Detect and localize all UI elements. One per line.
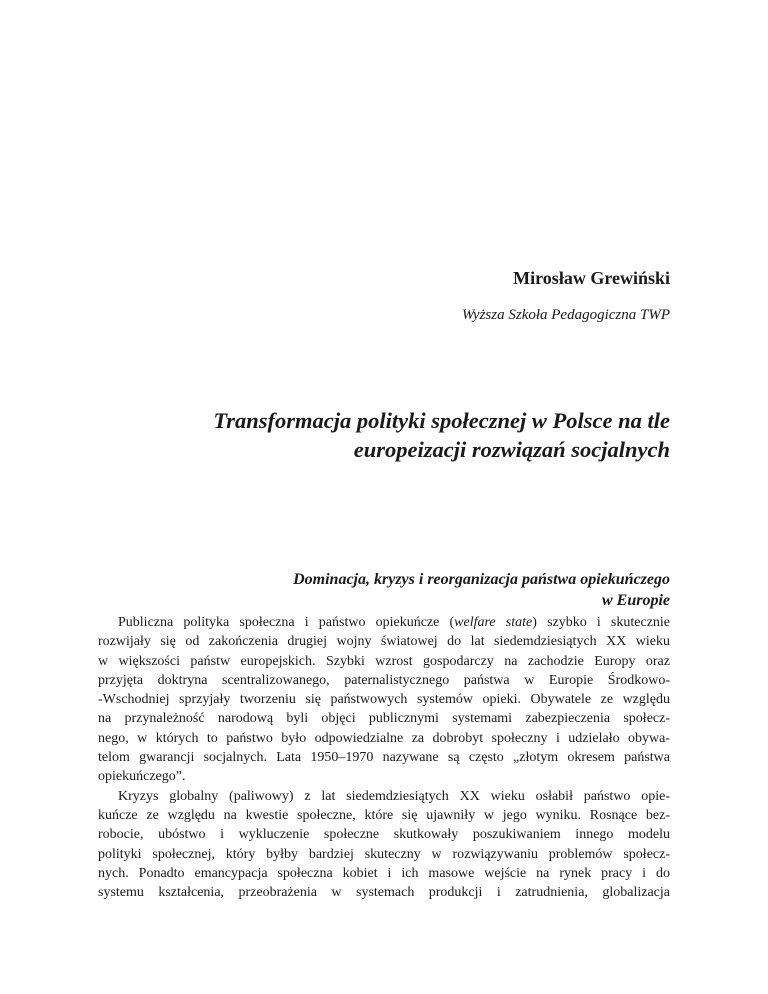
text-line [98, 613, 670, 632]
section-heading [150, 569, 670, 611]
text-line: opiekuńczego”. [98, 769, 186, 785]
text-line: nych. Ponadto emancypacja społeczna kobiet i ich masowe wejście na rynek pracy i do [98, 865, 670, 881]
text-line: -Wschodniej sprzyjały tworzeniu się państwowych systemów opieki. Obywatele ze względu [98, 692, 670, 708]
text-line: nego, w których to państwo było odpowiedzialne za dobrobyt społeczny i udzielało obywa- [98, 730, 670, 746]
body-text [98, 613, 670, 902]
text-line: kuńcze ze względu na kwestie społeczne, które się ujawniły w jego wyniku. Rosnące bez- [98, 807, 670, 823]
author-affiliation: Wyższa Szkoła Pedagogiczna TWP [461, 307, 670, 323]
text-line: telom gwarancji socjalnych. Lata 1950–1970 nazywane są często „złotym okresem państwa [98, 750, 670, 766]
text-fragment: ) szybko i skutecznie [532, 615, 671, 630]
article-title [110, 406, 670, 464]
paragraph-1 [98, 613, 670, 787]
text-line: robocie, ubóstwo i wykluczenie społeczne skutkowały poszukiwaniem innego modelu [98, 827, 670, 843]
article-title-line: Transformacja polityki społecznej w Polsce na tle [213, 408, 670, 433]
text-line: na przynależność narodową byli objęci publicznymi systemami zabezpieczenia społecz- [98, 711, 670, 727]
text-line: rozwijały się od zakończenia drugiej wojny światowej do lat siedemdziesiątych XX wieku [98, 634, 670, 650]
text-line: przyjęta doktryna scentralizowanego, paternalistycznego państwa w Europie Środkowo- [98, 672, 670, 688]
section-heading-line: Dominacja, kryzys i reorganizacja państwa opiekuńczego [293, 571, 670, 588]
text-line: Kryzys globalny (paliwowy) z lat siedemdziesiątych XX wieku osłabił państwo opie- [118, 788, 670, 804]
text-fragment: Publiczna polityka społeczna i państwo opiekuńcze ( [118, 615, 455, 630]
emphasis-term: welfare state [454, 615, 533, 630]
text-line: systemu kształcenia, przeobrażenia w systemach produkcji i zatrudnienia, globalizacja [98, 885, 670, 901]
author-name: Mirosław Grewiński [513, 268, 670, 288]
section-heading-line: w Europie [601, 592, 670, 609]
text-line: w większości państw europejskich. Szybki wzrost gospodarczy na zachodzie Europy oraz [98, 653, 670, 669]
article-title-line: europeizacji rozwiązań socjalnych [353, 437, 670, 462]
text-line: polityki społecznej, który byłby bardziej skuteczny w rozwiązywaniu problemów społecz- [98, 846, 670, 862]
paragraph-2 [98, 787, 670, 903]
